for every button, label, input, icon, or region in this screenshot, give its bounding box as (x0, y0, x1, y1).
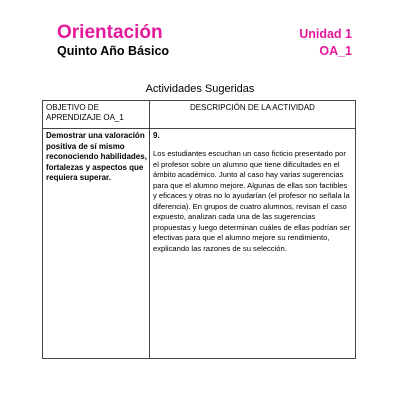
header-divider (43, 128, 355, 129)
section-title: Actividades Sugeridas (145, 83, 255, 95)
objective-column-header: OBJETIVO DE APRENDIZAJE OA_1 (46, 103, 124, 122)
page-title: Orientación (57, 22, 163, 43)
unit-label: Unidad 1 (299, 27, 352, 41)
grade-subtitle: Quinto Año Básico (57, 44, 170, 58)
description-column-header: DESCRIPCIÓN DE LA ACTIVIDAD (190, 103, 315, 112)
oa-label: OA_1 (319, 44, 352, 58)
activity-number: 9. (153, 131, 160, 140)
activity-table (42, 100, 356, 359)
activity-description: Los estudiantes escuchan un caso ficticio presentado por el profesor sobre un alumno que tiene dificultades en el ámbito académico. Junto al caso hay varias sugerencias para que el alumno mejore. Algunas de ellas son factibles y eficaces y otras no lo ayudarían (el profesor no señala la diferencia). En grupos de cuatro alumnos, revisan el caso expuesto, analizan cada una de las sugerencias propuestas y luego determinan cuáles de ellas podrían ser efectivas para que el alumno mejore su rendimiento, explicando las razones de su selección. (153, 149, 351, 253)
column-divider (149, 101, 150, 358)
objective-text: Demostrar una valoración positiva de sí mismo reconociendo habilidades, fortalezas y aspectos que requiera superar. (46, 131, 147, 182)
